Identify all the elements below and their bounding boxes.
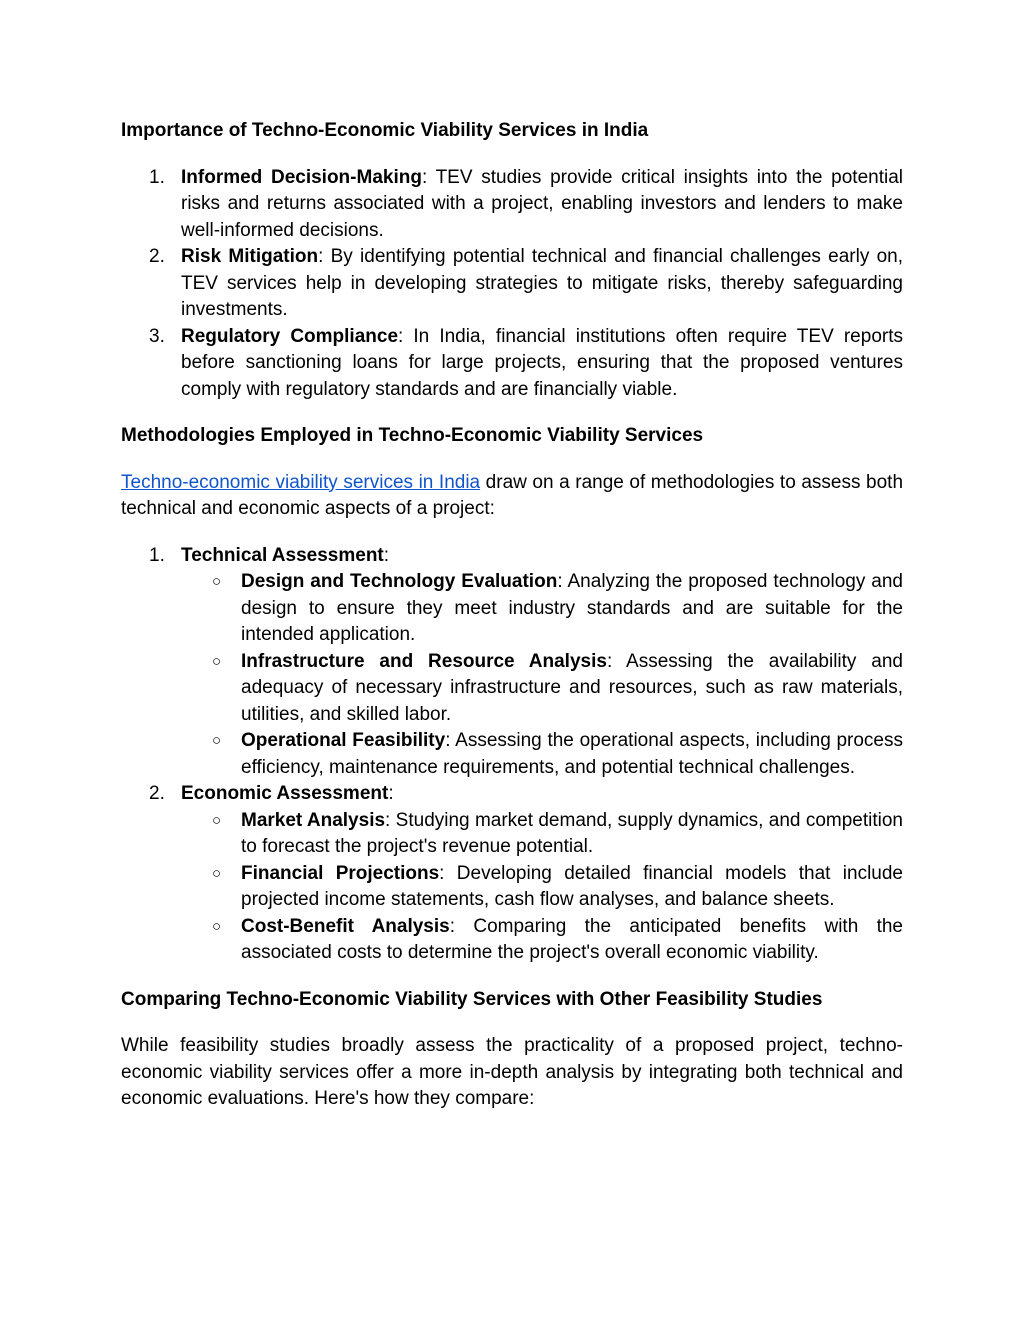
- list-number: 2.: [149, 246, 165, 267]
- list-suffix: :: [388, 783, 394, 804]
- hollow-bullet-icon: ○: [212, 652, 222, 670]
- list-item-economic: [121, 781, 903, 808]
- list-term: Risk Mitigation: [181, 246, 319, 267]
- sublist-term: Design and Technology Evaluation: [241, 571, 558, 592]
- hollow-bullet-icon: ○: [212, 811, 222, 829]
- section-heading-comparing: Comparing Techno-Economic Viability Services with Other Feasibility Studies: [121, 988, 823, 1010]
- section-heading-importance: Importance of Techno-Economic Viability Services in India: [121, 120, 649, 141]
- section-heading-methodologies: Methodologies Employed in Techno-Economic Viability Services: [121, 425, 704, 446]
- list-text: : TEV studies provide critical insights into the potential risks and returns associated with a project, enabling investors and lenders to make well-informed decisions.: [181, 166, 904, 241]
- sublist-item: [181, 861, 903, 914]
- sublist-text: : Analyzing the proposed technology and design to ensure they meet industry standards and are suitable for the intended application.: [241, 571, 903, 645]
- sublist-item: [181, 649, 903, 729]
- sublist-term: Cost-Benefit Analysis: [241, 915, 450, 937]
- list-term: Regulatory Compliance: [181, 325, 399, 347]
- list-term: Economic Assessment: [181, 783, 389, 804]
- hollow-bullet-icon: ○: [212, 864, 222, 882]
- methodologies-intro: [121, 470, 903, 523]
- sublist-item: [181, 808, 903, 861]
- methodologies-list-2: [121, 781, 903, 808]
- list-text: : By identifying potential technical and financial challenges early on, TEV services help in developing strategies to mitigate risks, thereby safeguarding investments.: [181, 246, 903, 320]
- intro-text: draw on a range of methodologies to assess both technical and economic aspects of a project:: [121, 471, 904, 519]
- list-text: : In India, financial institutions often require TEV reports before sanctioning loans for large projects, ensuring that the proposed ventures comply with regulatory standards and are financially viable.: [181, 325, 903, 400]
- list-item: [121, 165, 903, 245]
- methodologies-list: [121, 543, 903, 570]
- sublist-text: : Assessing the availability and adequacy of necessary infrastructure and resources, such as raw materials, utilities, and skilled labor.: [241, 650, 903, 725]
- importance-list: [121, 165, 903, 404]
- sublist-item: [181, 914, 903, 967]
- hollow-bullet-icon: ○: [212, 917, 222, 935]
- sublist-item: [181, 569, 903, 649]
- comparing-paragraph: While feasibility studies broadly assess the practicality of a proposed project, techno-economic viability services offer a more in-depth analysis by integrating both technical and economic evaluations. Here's how they compare:: [121, 1035, 903, 1109]
- sublist-item: [181, 728, 903, 781]
- sublist-term: Operational Feasibility: [241, 730, 446, 751]
- sublist-term: Market Analysis: [241, 809, 386, 831]
- sublist-text: : Assessing the operational aspects, including process efficiency, maintenance requirements, and potential technical challenges.: [241, 730, 904, 778]
- list-suffix: :: [383, 544, 390, 566]
- sublist-term: Financial Projections: [241, 862, 440, 884]
- sublist-term: Infrastructure and Resource Analysis: [241, 650, 607, 672]
- economic-sublist: [121, 808, 903, 967]
- list-number: 1.: [149, 166, 165, 188]
- list-item: [121, 244, 903, 324]
- sublist-text: : Developing detailed financial models that include projected income statements, cash flow analyses, and balance sheets.: [241, 862, 903, 910]
- hollow-bullet-icon: ○: [212, 573, 222, 590]
- list-item: [121, 324, 903, 404]
- tev-services-link[interactable]: Techno-economic viability services in India: [121, 471, 481, 493]
- list-term: Informed Decision-Making: [181, 166, 422, 188]
- hollow-bullet-icon: ○: [212, 732, 222, 749]
- list-term: Technical Assessment: [181, 544, 384, 566]
- technical-sublist: [121, 569, 903, 781]
- sublist-text: : Comparing the anticipated benefits with the associated costs to determine the project's overall economic viability.: [241, 915, 903, 963]
- list-item-technical: [121, 543, 903, 570]
- list-number: 1.: [149, 544, 165, 566]
- list-number: 2.: [149, 783, 165, 804]
- list-number: 3.: [149, 325, 165, 347]
- sublist-text: : Studying market demand, supply dynamics, and competition to forecast the project's revenue potential.: [241, 809, 903, 857]
- document-page: [121, 118, 903, 1113]
